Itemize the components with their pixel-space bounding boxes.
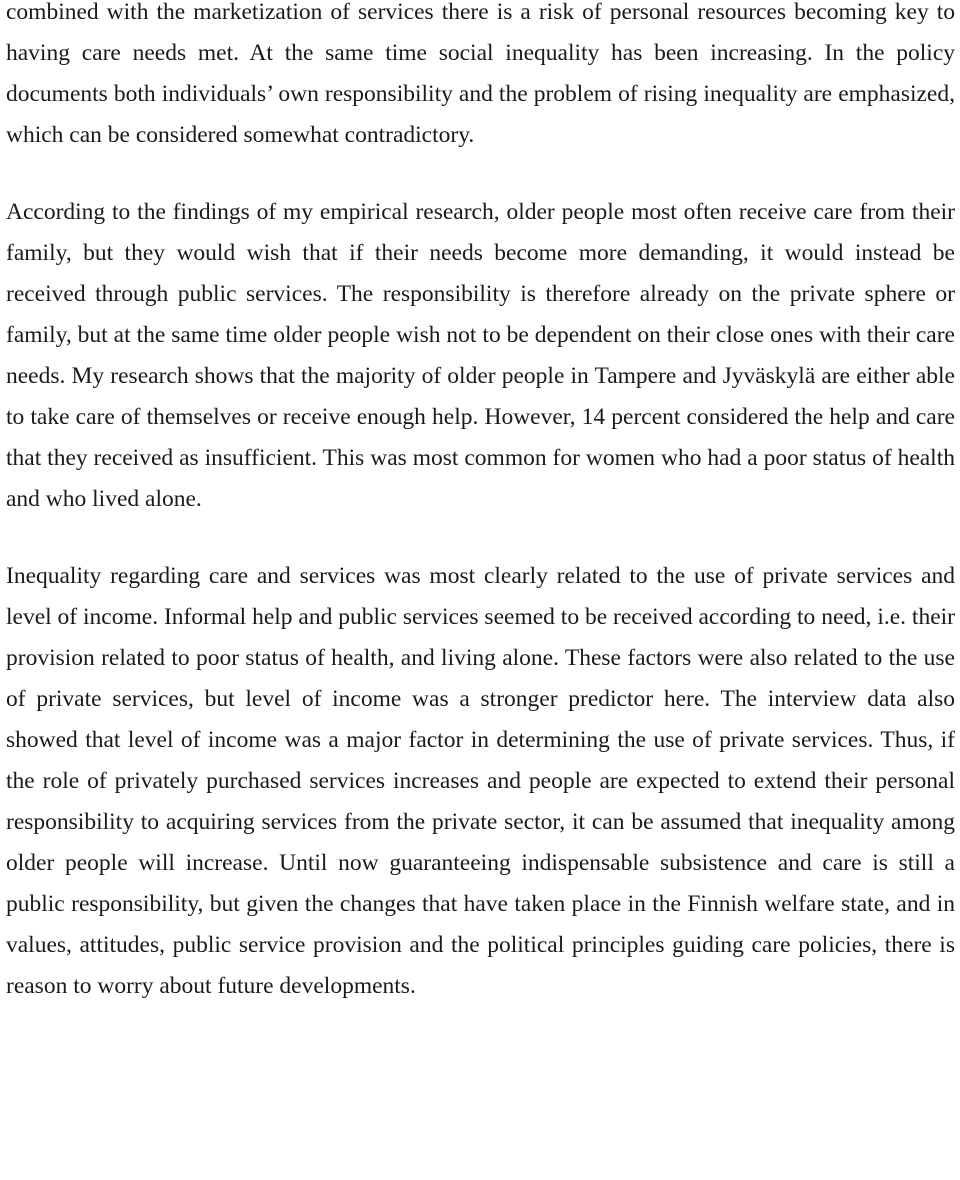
paragraph-continuation: combined with the marketization of services there is a risk of personal resources becoming key to having care needs met. At the same time social inequality has been increasing. In the policy documents both individuals’ own responsibility and the problem of rising inequality are emphasized, which can be considered somewhat contradictory.: [6, 0, 955, 148]
paragraph-empirical-findings: According to the findings of my empirical research, older people most often receive care from their family, but they would wish that if their needs become more demanding, it would instead be received through public services. The responsibility is therefore already on the private sphere or family, but at the same time older people wish not to be dependent on their close ones with their care needs. My research shows that the majority of older people in Tampere and Jyväskylä are either able to take care of themselves or receive enough help. However, 14 percent considered the help and care that they received as insufficient. This was most common for women who had a poor status of health and who lived alone.: [6, 199, 955, 512]
paragraph-inequality: Inequality regarding care and services was most clearly related to the use of private services and level of income. Informal help and public services seemed to be received according to need, i.e. their provision related to poor status of health, and living alone. These factors were also related to the use of private services, but level of income was a stronger predictor here. The interview data also showed that level of income was a major factor in determining the use of private services. Thus, if the role of privately purchased services increases and people are expected to extend their personal responsibility to acquiring services from the private sector, it can be assumed that inequality among older people will increase. Until now guaranteeing indispensable subsistence and care is still a public responsibility, but given the changes that have taken place in the Finnish welfare state, and in values, attitudes, public service provision and the political principles guiding care policies, there is reason to worry about future developments.: [6, 563, 955, 999]
